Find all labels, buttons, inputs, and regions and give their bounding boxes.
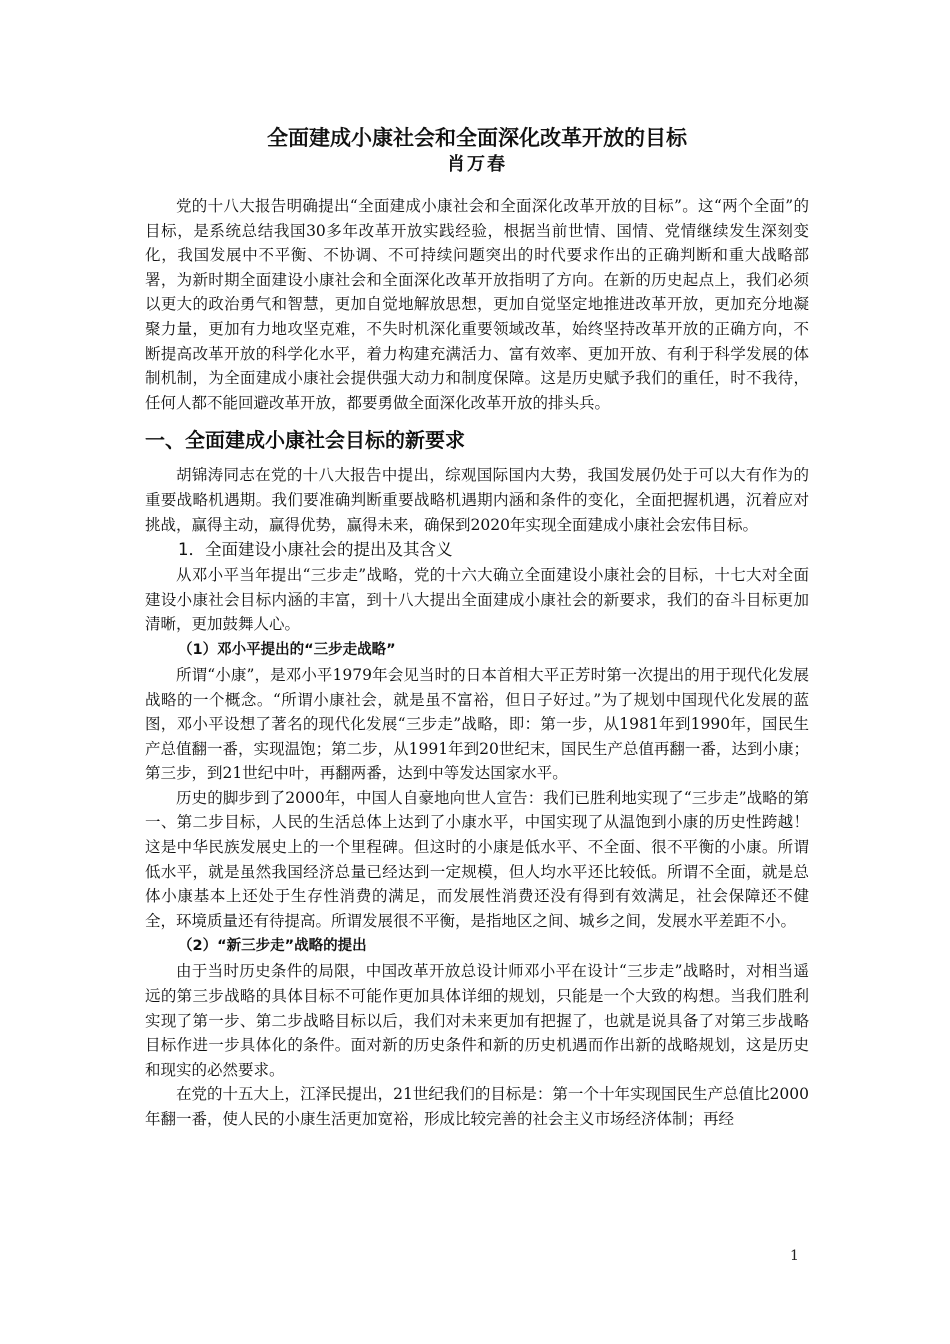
intro-paragraph: 党的十八大报告明确提出“全面建成小康社会和全面深化改革开放的目标”。这“两个全面”的目标，是系统总结我国30多年改革开放实践经验，根据当前世情、国情、党情继续发生深刻变化，我国发展中不平衡、不协调、不可持续问题突出的时代要求作出的正确判断和重大战略部署，为新时期全面建设小康社会和全面深化改革开放指明了方向。在新的历史起点上，我们必须以更大的政治勇气和智慧，更加自觉地解放思想，更加自觉坚定地推进改革开放，更加充分地凝聚力量，更加有力地攻坚克难，不失时机深化重要领域改革，始终坚持改革开放的正确方向，不断提高改革开放的科学化水平，着力构建充满活力、富有效率、更加开放、有利于科学发展的体制机制，为全面建成小康社会提供强大动力和制度保障。这是历史赋予我们的重任，时不我待，任何人都不能回避改革开放，都要勇做全面深化改革开放的排头兵。	[145, 197, 809, 412]
section-paragraph: 胡锦涛同志在党的十八大报告中提出，综观国际国内大势，我国发展仍处于可以大有作为的重要战略机遇期。我们要准确判断重要战略机遇期内涵和条件的变化，全面把握机遇，沉着应对挑战，赢得主动，赢得优势，赢得未来，确保到2020年实现全面建成小康社会宏伟目标。	[145, 466, 809, 534]
page-number: 1	[790, 1248, 799, 1264]
point-paragraph: 历史的脚步到了2000年，中国人自豪地向世人宣告：我们已胜利地实现了“三步走”战略的第一、第二步目标，人民的生活总体上达到了小康水平，中国实现了从温饱到小康的历史性跨越！这是中华民族发展史上的一个里程碑。但这时的小康是低水平、不全面、很不平衡的小康。所谓低水平，就是虽然我国经济总量已经达到一定规模，但人均水平还比较低。所谓不全面，就是总体小康基本上还处于生存性消费的满足，而发展性消费还没有得到有效满足，社会保障还不健全，环境质量还有待提高。所谓发展很不平衡，是指地区之间、城乡之间，发展水平差距不小。	[145, 788, 809, 930]
point-paragraph: 由于当时历史条件的局限，中国改革开放总设计师邓小平在设计“三步走”战略时，对相当遥远的第三步战略的具体目标不可能作更加具体详细的规划，只能是一个大致的构想。当我们胜利实现了第一步、第二步战略目标以后，我们对未来更加有把握了，也就是说具备了对第三步战略目标作进一步具体化的条件。面对新的历史条件和新的历史机遇而作出新的战略规划，这是历史和现实的必然要求。	[145, 962, 809, 1079]
subsection-paragraph: 从邓小平当年提出“三步走”战略，党的十六大确立全面建设小康社会的目标，十七大对全面建设小康社会目标内涵的丰富，到十八大提出全面建成小康社会的新要求，我们的奋斗目标更加清晰，更加鼓舞人心。	[145, 566, 809, 634]
document-author: 肖万春	[447, 154, 507, 175]
document-content	[145, 124, 809, 1132]
point-paragraph: 在党的十五大上，江泽民提出，21世纪我们的目标是：第一个十年实现国民生产总值比2000年翻一番，使人民的小康生活更加宽裕，形成比较完善的社会主义市场经济体制；再经	[145, 1085, 809, 1128]
point-paragraph: 所谓“小康”，是邓小平1979年会见当时的日本首相大平正芳时第一次提出的用于现代化发展战略的一个概念。“所谓小康社会，就是虽不富裕，但日子好过。”为了规划中国现代化发展的蓝图，邓小平设想了著名的现代化发展“三步走”战略，即：第一步，从1981年到1990年，国民生产总值翻一番，实现温饱；第二步，从1991年到20世纪末，国民生产总值再翻一番，达到小康；第三步，到21世纪中叶，再翻两番，达到中等发达国家水平。	[145, 665, 809, 783]
point-heading: （1）邓小平提出的“三步走战略”	[178, 641, 396, 658]
document-title: 全面建成小康社会和全面深化改革开放的目标	[267, 126, 687, 150]
point-heading: （2）“新三步走”战略的提出	[178, 938, 367, 955]
section-heading: 一、全面建成小康社会目标的新要求	[145, 428, 465, 453]
subsection-heading: 1．全面建设小康社会的提出及其含义	[178, 540, 453, 560]
